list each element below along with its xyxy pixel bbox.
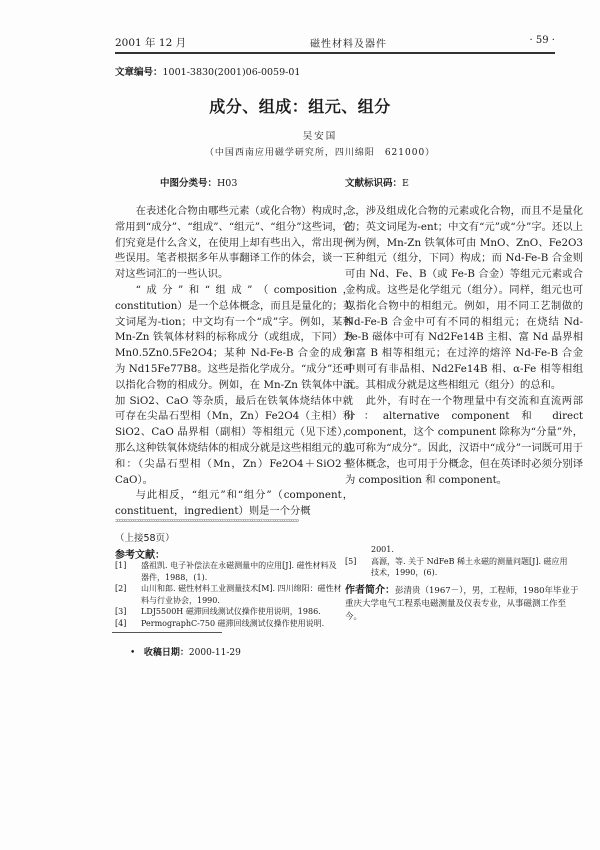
received-date-label: 收稿日期： bbox=[143, 648, 189, 658]
page-number: · 59 · bbox=[529, 35, 555, 46]
author-bio-text: 彭清贵（1967－），男，工程师，1980年毕业于重庆大学电气工程系电磁测量及仪表专业，从事磁测工作至今。 bbox=[345, 586, 579, 622]
document-code-value: E bbox=[402, 178, 409, 189]
bullet-icon: • bbox=[130, 648, 144, 658]
author-bio-label: 作者简介： bbox=[345, 585, 395, 596]
paragraph: 念，涉及组成化合物的元素或化合物，而且不是量化的；英文词尾为-ent；中文有“元”或“分”字。还以上例为例，Mn-Zn 铁氧体可由 MnO、ZnO、Fe2O3 三种组元（组分，下同）构成；而 Nd-Fe-B 合金则可由 Nd、Fe、B（或 Fe-B 合金）等组元元素或合金构成。这些是化学组元（组分）。同样，组元也可以指化合物中的相组元。例如，用不同工艺制做的 Nd-Fe-B 合金中可有不同的相组元；在烧结 Nd-Fe-B 磁体中可有 Nd2Fe14B 主相、富 Nd 晶界相和富 B 相等相组元；在过淬的熔淬 Nd-Fe-B 合金中则可有非晶相、Nd2Fe14B 相、α-Fe 相等相组元。其相成分就是这些相组元（组分）的总和。 bbox=[345, 205, 583, 391]
classification-value: H03 bbox=[217, 178, 238, 189]
reference-text: 山川和郎. 磁性材料工业测量技术[M]. 四川绵阳：磁性材料与行业协会，1990. bbox=[141, 584, 342, 605]
received-date-value: 2000-11-29 bbox=[188, 648, 241, 658]
paragraph: 此外，有时在一个物理量中有交流和直流两部分：alternative component 和 direct component，这个 compunent 除称为“分量”外，也可称为“成分”。因此，汉语中“成分”一词既可用于整体概念，也可用于分概念，但在英译时必须分别译为 composition 和 component。 bbox=[345, 394, 583, 486]
paragraph: 在表述化合物由哪些元素（或化合物）构成时，常用到“成分”、“组成”、“组元”、“组分”这些词，它们究竟是什么含义，在使用上却有些出入，常出现一些误用。笔者根据多年从事翻译工作的体会，谈一下对这些词汇的一些认识。 bbox=[115, 205, 353, 281]
classification-number bbox=[160, 175, 237, 189]
ornamental-divider: ᵙᵙᵙᵙᵙᵙᵙᵙᵙᵙᵙᵙᵙᵙᵙᵙᵙᵙᵙᵙᵙᵙᵙᵙᵙᵙᵙᵙᵙᵙᵙᵙᵙᵙᵙᵙᵙᵙᵙᵙᵙᵙᵙᵙᵙᵙᵙᵙᵙᵙᵙᵙᵙᵙᵙᵙᵙᵙᵙᵙᵙᵙᵙᵙᵙᵙᵙᵙᵙᵙᵙᵙᵙᵙᵙᵙᵙᵙᵙᵙ bbox=[115, 519, 299, 525]
classification-label: 中图分类号： bbox=[160, 178, 218, 189]
running-head bbox=[115, 35, 555, 51]
received-date bbox=[130, 645, 241, 658]
document-code-label: 文献标识码： bbox=[345, 178, 403, 189]
article-number-value: 1001-3830(2001)06-0059-01 bbox=[162, 67, 301, 78]
issue-date: 2001 年 12 月 bbox=[115, 37, 187, 49]
reference-number: [2] bbox=[115, 584, 127, 593]
reference-text: PermographC-750 磁滞回线测试仪操作使用说明. bbox=[141, 618, 325, 628]
paragraph: “成分”和“组成”（composition，constitution）是一个总体概念，而且是量化的；英文词尾为-tion；中文均有一个“成”字。例如，某种 Mn-Zn 铁氧体材料的标称成分（或组成，下同）为 Mn0.5Zn0.5Fe2O4；某种 Nd-Fe-B 合金的成分为 Nd15Fe77B8。这些是指化学成分。“成分”还可以指化合物的相成分。例如，在 Mn-Zn 铁氧体中添加 SiO2、CaO 等杂质，最后在铁氧体烧结体中就可存在尖晶石型相（Mn，Zn）Fe2O4（主相）和 SiO2、CaO 晶界相（副相）等相组元（见下述），那么这种铁氧体烧结体的相成分就是这些相组元的总和：（尖晶石型相（Mn，Zn）Fe2O4＋SiO2＋CaO）。 bbox=[115, 283, 353, 486]
continued-from-note: （上接58页） bbox=[115, 533, 175, 544]
footnote-rule bbox=[112, 632, 222, 633]
journal-name: 磁性材料及器件 bbox=[310, 39, 387, 50]
author-bio bbox=[345, 584, 580, 624]
article-number bbox=[115, 64, 300, 78]
body-column-right bbox=[345, 204, 583, 488]
reference-item bbox=[115, 606, 343, 618]
reference-item bbox=[115, 583, 343, 606]
body-column-left bbox=[115, 204, 353, 520]
reference-number: [5] bbox=[345, 556, 357, 566]
reference-continuation: 2001. bbox=[371, 545, 394, 554]
reference-number: [1] bbox=[115, 561, 127, 570]
reference-item bbox=[115, 560, 343, 583]
header-rule bbox=[115, 52, 555, 54]
document-code bbox=[345, 175, 409, 189]
reference-number: [3] bbox=[115, 607, 127, 616]
references-heading: 参考文献： bbox=[115, 550, 165, 561]
reference-number: [4] bbox=[115, 618, 127, 628]
references-list-left bbox=[115, 560, 343, 629]
reference-text: 高源，等. 关于 NdFeB 稀土永磁的测量问题[J]. 磁应用技术，1990，(6). bbox=[371, 556, 568, 577]
author-name: 吴安国 bbox=[302, 131, 338, 142]
reference-text: 盛祖凯. 电子补偿法在永磁测量中的应用[J]. 磁性材料及器件，1988，(1). bbox=[141, 561, 337, 582]
article-number-label: 文章编号： bbox=[115, 67, 163, 78]
references-list-right bbox=[345, 544, 573, 579]
reference-item bbox=[115, 618, 343, 630]
reference-text: LDJ5500H 磁滞回线测试仪操作使用说明，1986. bbox=[141, 607, 321, 616]
article-title: 成分、组成：组元、组分 bbox=[209, 97, 391, 116]
paragraph: 与此相反，“组元”和“组分”（component，constituent，ingredient）则是一个分概 bbox=[115, 489, 353, 518]
reference-item bbox=[345, 556, 573, 579]
author-affiliation: （中国西南应用磁学研究所，四川绵阳 621000） bbox=[204, 148, 436, 158]
